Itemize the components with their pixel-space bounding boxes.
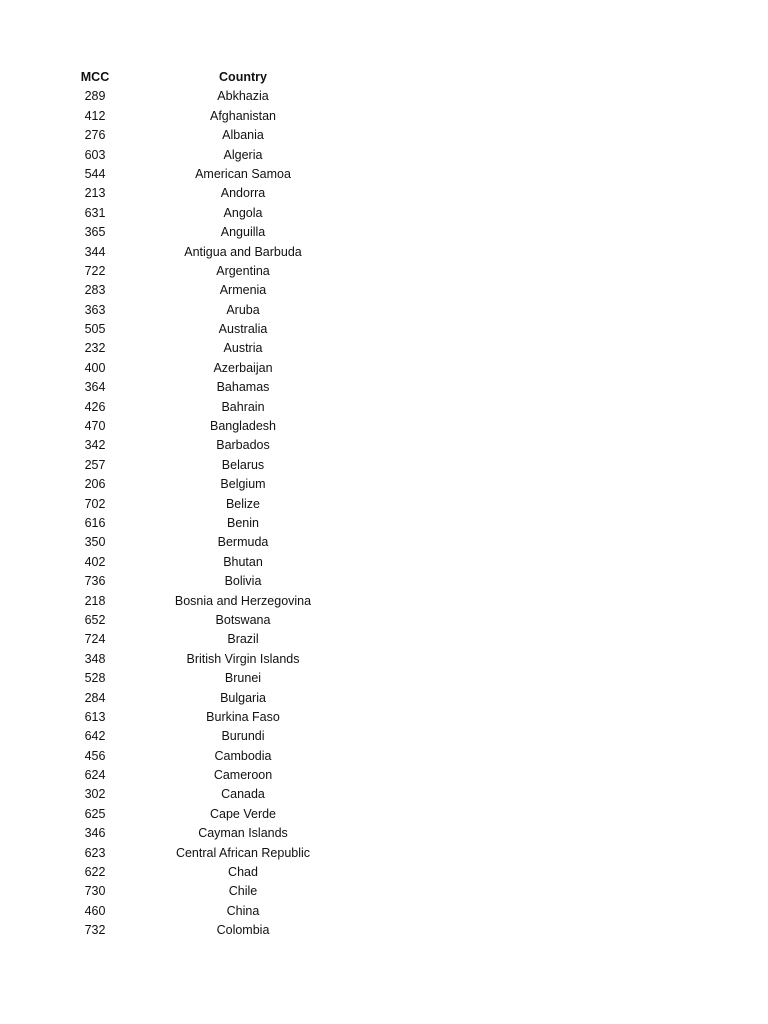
mcc-cell: 702 xyxy=(84,496,106,511)
country-cell: China xyxy=(226,903,260,918)
table-row xyxy=(0,301,768,320)
table-row xyxy=(0,184,768,203)
table-row xyxy=(0,727,768,746)
country-cell: Antigua and Barbuda xyxy=(184,244,302,259)
mcc-cell: 283 xyxy=(84,283,106,298)
table-row xyxy=(0,863,768,882)
mcc-cell: 456 xyxy=(84,748,106,763)
table-row xyxy=(0,882,768,901)
mcc-cell: 426 xyxy=(84,399,106,414)
table-row xyxy=(0,146,768,165)
country-cell: Armenia xyxy=(219,283,267,298)
header-mcc: MCC xyxy=(80,70,110,84)
mcc-cell: 400 xyxy=(84,360,106,375)
country-cell: Barbados xyxy=(216,438,270,453)
country-cell: Canada xyxy=(221,787,265,802)
country-cell: Bahamas xyxy=(216,380,270,395)
table-row xyxy=(0,669,768,688)
table-row xyxy=(0,921,768,940)
country-cell: Abkhazia xyxy=(217,89,269,104)
mcc-cell: 724 xyxy=(84,632,106,647)
mcc-cell: 363 xyxy=(84,302,106,317)
header-country: Country xyxy=(219,70,267,84)
country-cell: Belgium xyxy=(220,477,266,492)
country-cell: Australia xyxy=(218,322,268,337)
mcc-cell: 732 xyxy=(84,923,106,938)
table-row xyxy=(0,630,768,649)
country-cell: Cameroon xyxy=(213,768,273,783)
country-cell: Burundi xyxy=(221,729,265,744)
country-cell: Bangladesh xyxy=(209,419,277,434)
table-row xyxy=(0,514,768,533)
table-body xyxy=(0,87,768,940)
table-row xyxy=(0,87,768,106)
country-cell: Central African Republic xyxy=(175,845,311,860)
country-cell: Colombia xyxy=(216,923,270,938)
table-row xyxy=(0,339,768,358)
table-row xyxy=(0,320,768,339)
mcc-cell: 350 xyxy=(84,535,106,550)
table-row xyxy=(0,553,768,572)
mcc-cell: 348 xyxy=(84,651,106,666)
mcc-cell: 365 xyxy=(84,225,106,240)
table-row xyxy=(0,223,768,242)
mcc-cell: 213 xyxy=(84,186,106,201)
mcc-cell: 622 xyxy=(84,865,106,880)
table-row xyxy=(0,689,768,708)
mcc-cell: 642 xyxy=(84,729,106,744)
country-cell: Cambodia xyxy=(214,748,272,763)
country-cell: Botswana xyxy=(215,612,271,627)
country-cell: Belarus xyxy=(221,457,265,472)
table-row xyxy=(0,902,768,921)
country-cell: Chad xyxy=(228,865,258,880)
table-row xyxy=(0,824,768,843)
table-header-row xyxy=(0,68,768,87)
mcc-cell: 232 xyxy=(84,341,106,356)
country-cell: Austria xyxy=(223,341,263,356)
table-row xyxy=(0,533,768,552)
table-row xyxy=(0,747,768,766)
mcc-cell: 276 xyxy=(84,128,106,143)
country-cell: British Virgin Islands xyxy=(186,651,300,666)
country-cell: Algeria xyxy=(223,147,263,162)
country-cell: Andorra xyxy=(220,186,266,201)
country-cell: Angola xyxy=(223,205,263,220)
mcc-cell: 284 xyxy=(84,690,106,705)
mcc-cell: 412 xyxy=(84,108,106,123)
mcc-cell: 652 xyxy=(84,612,106,627)
country-cell: Anguilla xyxy=(220,225,266,240)
mcc-cell: 544 xyxy=(84,166,106,181)
table-row xyxy=(0,572,768,591)
table-row xyxy=(0,107,768,126)
mcc-cell: 616 xyxy=(84,515,106,530)
country-cell: Brunei xyxy=(224,671,262,686)
table-row xyxy=(0,262,768,281)
mcc-cell: 342 xyxy=(84,438,106,453)
mcc-cell: 257 xyxy=(84,457,106,472)
table-row xyxy=(0,708,768,727)
mcc-cell: 346 xyxy=(84,826,106,841)
mcc-cell: 402 xyxy=(84,554,106,569)
table-row xyxy=(0,456,768,475)
table-row xyxy=(0,766,768,785)
mcc-cell: 302 xyxy=(84,787,106,802)
mcc-cell: 460 xyxy=(84,903,106,918)
country-cell: Azerbaijan xyxy=(213,360,273,375)
mcc-country-table xyxy=(0,68,768,941)
table-row xyxy=(0,650,768,669)
country-cell: Belize xyxy=(225,496,261,511)
country-cell: Bosnia and Herzegovina xyxy=(174,593,312,608)
country-cell: Afghanistan xyxy=(209,108,277,123)
table-row xyxy=(0,126,768,145)
country-cell: Bolivia xyxy=(224,574,262,589)
mcc-cell: 289 xyxy=(84,89,106,104)
mcc-cell: 364 xyxy=(84,380,106,395)
mcc-cell: 613 xyxy=(84,709,106,724)
table-row xyxy=(0,611,768,630)
mcc-cell: 218 xyxy=(84,593,106,608)
table-row xyxy=(0,359,768,378)
mcc-cell: 722 xyxy=(84,263,106,278)
country-cell: Albania xyxy=(222,128,264,143)
table-row xyxy=(0,165,768,184)
country-cell: Bhutan xyxy=(223,554,263,569)
country-cell: American Samoa xyxy=(195,166,291,181)
country-cell: Argentina xyxy=(216,263,270,278)
country-cell: Cape Verde xyxy=(209,806,277,821)
table-row xyxy=(0,475,768,494)
mcc-cell: 623 xyxy=(84,845,106,860)
table-row xyxy=(0,592,768,611)
table-row xyxy=(0,204,768,223)
country-cell: Bulgaria xyxy=(220,690,266,705)
mcc-cell: 624 xyxy=(84,768,106,783)
mcc-cell: 344 xyxy=(84,244,106,259)
country-cell: Bahrain xyxy=(221,399,265,414)
table-row xyxy=(0,805,768,824)
mcc-cell: 625 xyxy=(84,806,106,821)
mcc-cell: 505 xyxy=(84,322,106,337)
table-row xyxy=(0,417,768,436)
country-cell: Brazil xyxy=(227,632,259,647)
mcc-cell: 603 xyxy=(84,147,106,162)
country-cell: Chile xyxy=(228,884,258,899)
mcc-cell: 206 xyxy=(84,477,106,492)
mcc-cell: 631 xyxy=(84,205,106,220)
table-row xyxy=(0,785,768,804)
table-row xyxy=(0,378,768,397)
table-row xyxy=(0,495,768,514)
table-row xyxy=(0,243,768,262)
table-row xyxy=(0,844,768,863)
country-cell: Cayman Islands xyxy=(198,826,288,841)
mcc-cell: 730 xyxy=(84,884,106,899)
table-row xyxy=(0,398,768,417)
country-cell: Burkina Faso xyxy=(206,709,280,724)
country-cell: Aruba xyxy=(226,302,260,317)
country-cell: Benin xyxy=(227,515,259,530)
table-row xyxy=(0,281,768,300)
mcc-cell: 470 xyxy=(84,419,106,434)
mcc-cell: 528 xyxy=(84,671,106,686)
mcc-cell: 736 xyxy=(84,574,106,589)
country-cell: Bermuda xyxy=(217,535,269,550)
table-row xyxy=(0,436,768,455)
